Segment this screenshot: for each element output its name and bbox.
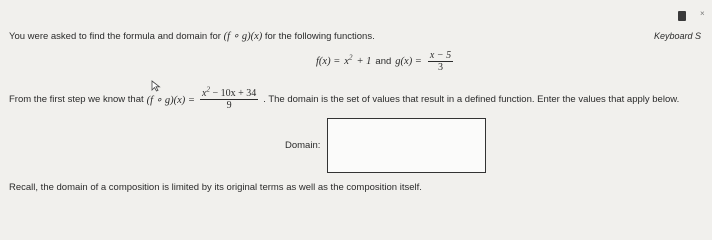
intro-tail: for the following functions.	[264, 31, 375, 42]
f-lhs: f(x) =	[316, 56, 341, 67]
f-exp: 2	[348, 53, 353, 62]
g-fraction	[428, 50, 453, 73]
composition-label: (f ∘ g)(x)	[223, 31, 263, 42]
intro-text: You were asked to find the formula and domain for	[9, 31, 221, 42]
question-intro	[9, 30, 375, 42]
step-composition: (f ∘ g)(x) =	[146, 94, 195, 106]
domain-label: Domain:	[285, 140, 321, 151]
keyboard-shortcuts-link[interactable]: Keyboard S	[654, 31, 702, 41]
and-text: and	[375, 56, 392, 67]
result-num-base: x	[202, 88, 207, 99]
result-fraction	[200, 85, 258, 111]
result-numerator	[200, 85, 258, 100]
f-base: x	[344, 56, 349, 67]
g-numerator: x − 5	[429, 50, 452, 61]
step-line	[9, 85, 680, 111]
recall-note: Recall, the domain of a composition is limited by its original terms as well as the composition itself.	[9, 182, 422, 193]
step-tail: . The domain is the set of values that result in a defined function. Enter the values that apply below.	[263, 94, 680, 105]
function-definitions	[316, 50, 455, 73]
domain-input[interactable]	[327, 118, 486, 173]
keyboard-icon[interactable]	[678, 11, 686, 21]
g-denominator: 3	[438, 62, 443, 73]
result-num-tail: − 10x + 34	[212, 88, 257, 99]
f-tail: + 1	[356, 56, 372, 67]
result-num-exp: 2	[206, 85, 210, 94]
close-icon[interactable]: ×	[700, 9, 705, 18]
step-text: From the first step we know that	[9, 94, 144, 105]
g-lhs: g(x) =	[395, 56, 422, 67]
result-denominator: 9	[226, 100, 232, 111]
